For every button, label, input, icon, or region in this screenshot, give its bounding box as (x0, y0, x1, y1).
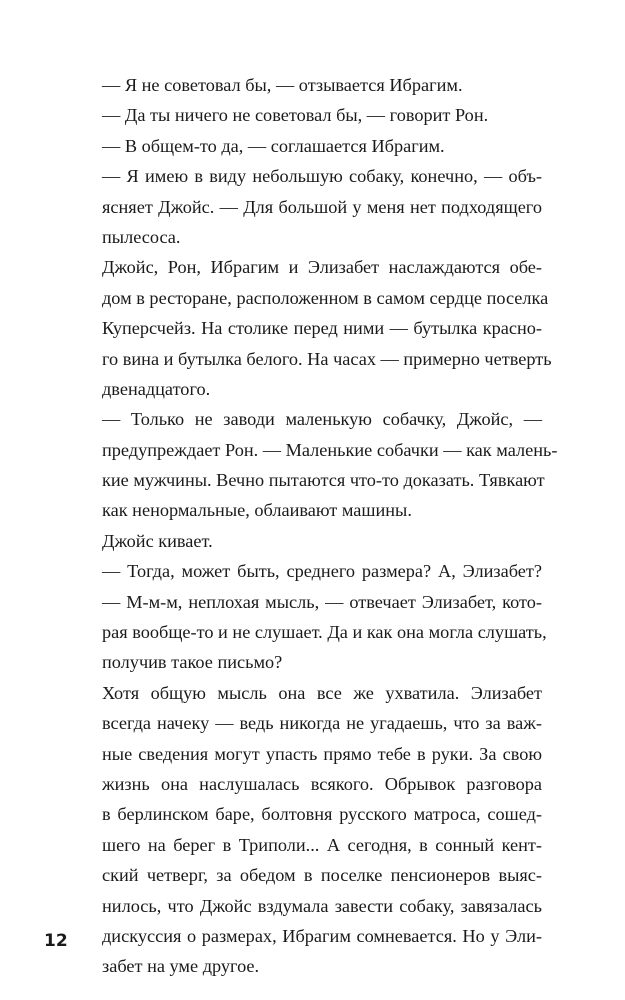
text-line: — Тогда, может быть, среднего размера? А, Элизабет? (102, 561, 542, 582)
text-line: рая вообще-то и не слушает. Да и как она могла слушать, (102, 622, 547, 643)
text-line: как ненормальные, облаивают машины. (102, 500, 412, 521)
text-line: кие мужчины. Вечно пытаются что-то доказать. Тявкают (102, 470, 545, 491)
text-line: двенадцатого. (102, 378, 211, 399)
text-line: — Только не заводи маленькую собачку, Джойс, — (102, 409, 542, 430)
text-line: шего на берег в Триполи... А сегодня, в сонный кент- (102, 834, 542, 855)
text-line: получив такое письмо? (102, 652, 283, 673)
text-line: — В общем-то да, — соглашается Ибрагим. (102, 135, 445, 156)
text-line: — Я не советовал бы, — отзывается Ибрагим. (102, 75, 463, 95)
text-line: жизнь она наслушалась всякого. Обрывок разговора (102, 773, 542, 794)
text-line: забет на уме другое. (102, 956, 260, 977)
page-number: 12 (44, 931, 68, 951)
text-line: — Да ты ничего не советовал бы, — говорит Рон. (102, 105, 489, 126)
page-body (102, 70, 558, 982)
paragraph (102, 587, 547, 678)
text-line: Джойс кивает. (102, 530, 213, 551)
text-line: Джойс, Рон, Ибрагим и Элизабет наслаждаются обе- (102, 257, 542, 278)
text-line: предупреждает Рон. — Маленькие собачки — как малень- (102, 439, 558, 460)
text-line: — Я имею в виду небольшую собаку, конечно, — объ- (102, 166, 542, 187)
paragraph (102, 526, 542, 556)
text-line: в берлинском баре, болтовня русского матроса, сошед- (102, 804, 542, 825)
text-line: — М-м-м, неплохая мысль, — отвечает Элизабет, кото- (102, 591, 542, 612)
paragraph (102, 70, 542, 100)
text-line: Куперсчейз. На столике перед ними — бутылка красно- (102, 318, 542, 339)
paragraph (102, 678, 542, 982)
text-line: го вина и бутылка белого. На часах — примерно четверть (102, 348, 552, 369)
text-line: дом в ресторане, расположенном в самом сердце поселка (102, 287, 549, 308)
text-line: ясняет Джойс. — Для большой у меня нет подходящего (102, 196, 542, 217)
paragraph (102, 131, 542, 161)
paragraph (102, 404, 558, 526)
paragraph (102, 252, 552, 404)
text-line: нилось, что Джойс вздумала завести собаку, завязалась (102, 895, 542, 916)
paragraph (102, 161, 542, 252)
text-line: пылесоса. (102, 226, 181, 247)
text-line: ский четверг, за обедом в поселке пенсионеров выяс- (102, 865, 542, 886)
paragraph (102, 100, 542, 130)
text-line: Хотя общую мысль она все же ухватила. Элизабет (102, 682, 542, 703)
text-line: всегда начеку — ведь никогда не угадаешь, что за важ- (102, 713, 542, 734)
text-line: ные сведения могут упасть прямо тебе в руки. За свою (102, 743, 542, 764)
paragraph (102, 556, 542, 586)
text-line: дискуссия о размерах, Ибрагим сомневается. Но у Эли- (102, 925, 542, 946)
